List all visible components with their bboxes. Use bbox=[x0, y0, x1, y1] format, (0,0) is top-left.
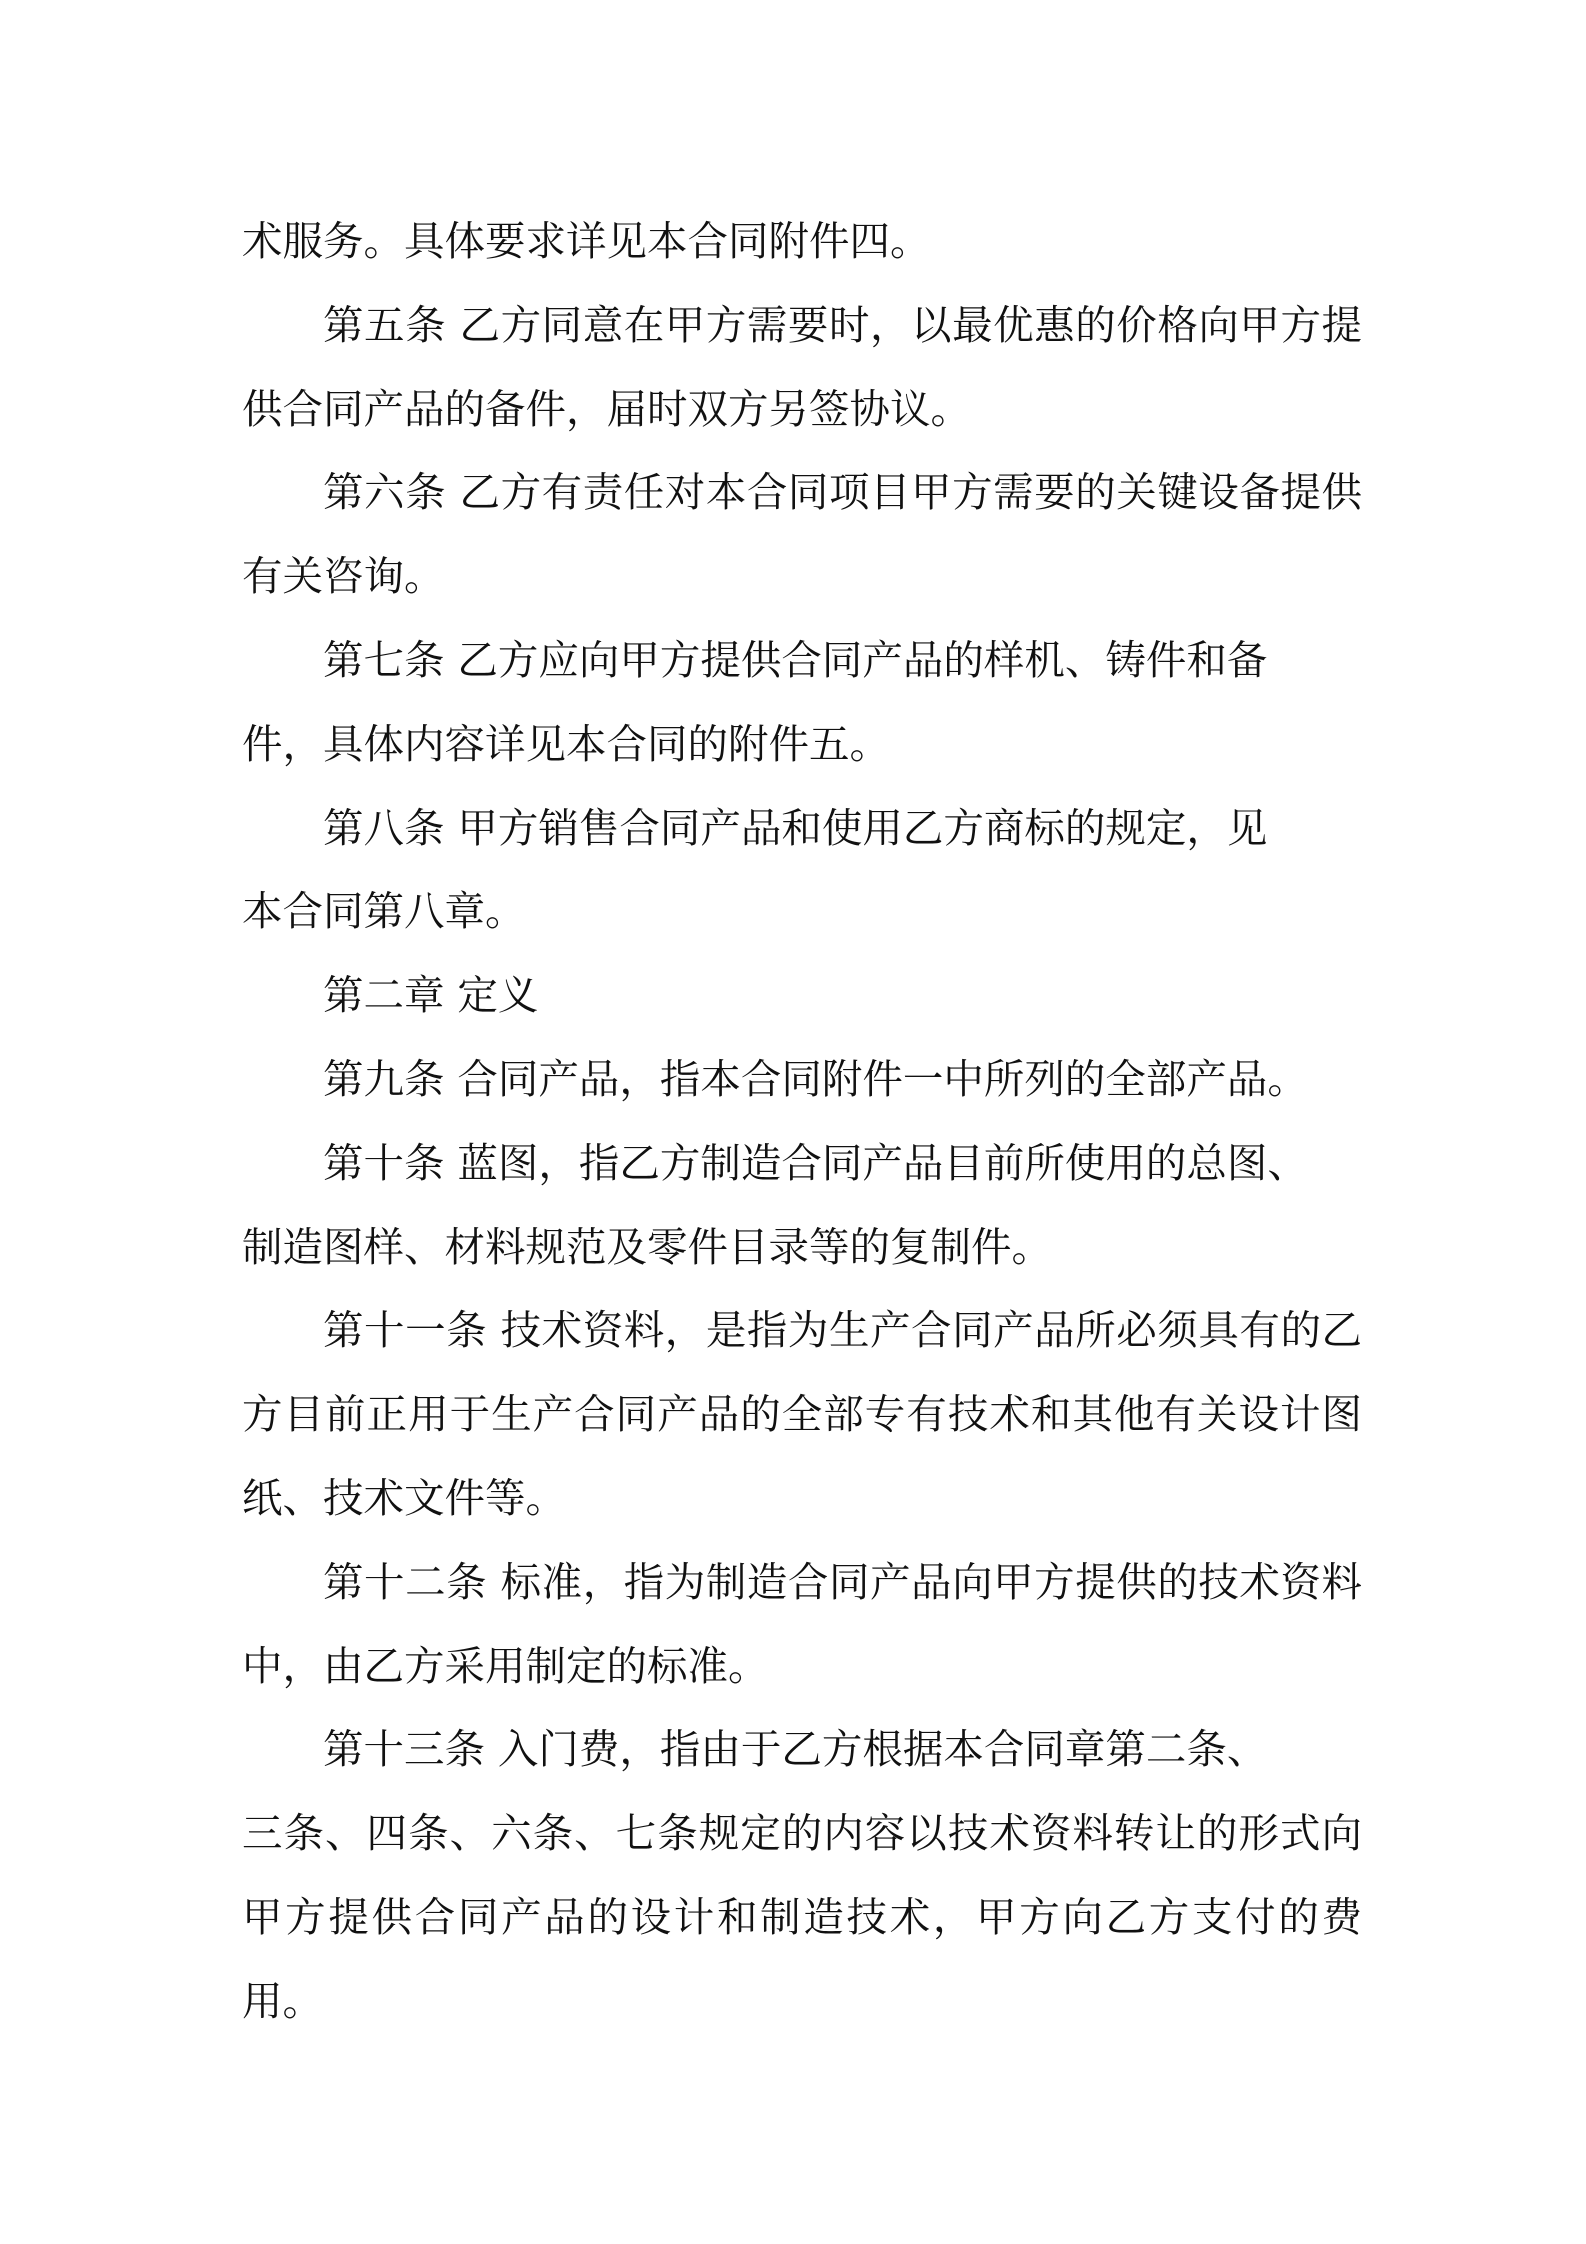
article-6: 第六条 乙方有责任对本合同项目甲方需要的关键设备提供有关咨询。 bbox=[242, 468, 1362, 601]
article-7: 第七条 乙方应向甲方提供合同产品的样机、铸件和备 件，具体内容详见本合同的附件五。 bbox=[242, 635, 1268, 768]
article-5: 第五条 乙方同意在甲方需要时，以最优惠的价格向甲方提供合同产品的备件，届时双方另签协议。 bbox=[242, 300, 1362, 433]
article-13: 第十三条 入门费，指由于乙方根据本合同章第二条、 三条、四条、六条、七条规定的内容以技术资料转让的形式向甲方提供合同产品的设计和制造技术，甲方向乙方支付的费用。 bbox=[242, 1725, 1362, 2025]
article-8: 第八条 甲方销售合同产品和使用乙方商标的规定，见 本合同第八章。 bbox=[242, 803, 1268, 936]
article-9: 第九条 合同产品，指本合同附件一中所列的全部产品。 bbox=[323, 1054, 1308, 1103]
article-11: 第十一条 技术资料，是指为生产合同产品所必须具有的乙方目前正用于生产合同产品的全部专有技术和其他有关设计图纸、技术文件等。 bbox=[242, 1306, 1362, 1522]
article-12: 第十二条 标准，指为制造合同产品向甲方提供的技术资料中，由乙方采用制定的标准。 bbox=[242, 1557, 1362, 1690]
article-10: 第十条 蓝图，指乙方制造合同产品目前所使用的总图、 制造图样、材料规范及零件目录等的复制件。 bbox=[242, 1138, 1308, 1271]
paragraph-continuation: 术服务。具体要求详见本合同附件四。 bbox=[242, 217, 931, 265]
document-body bbox=[242, 200, 1362, 2044]
chapter-2-heading: 第二章 定义 bbox=[323, 971, 539, 1020]
